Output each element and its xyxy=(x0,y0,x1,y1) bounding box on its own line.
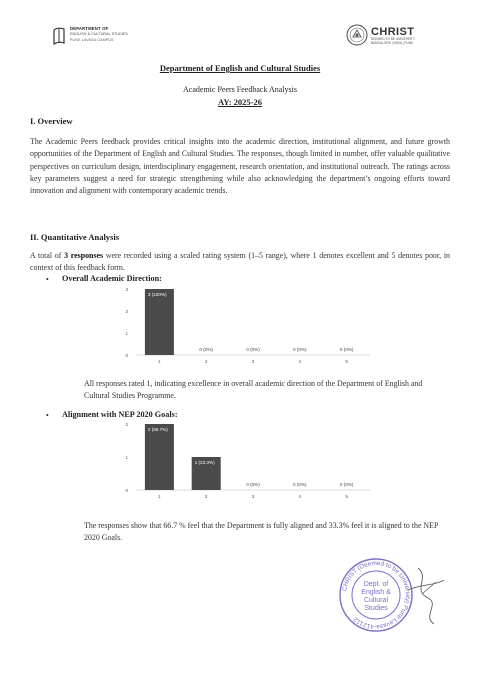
chart-1-ytick-label: 0 xyxy=(125,353,128,358)
stamp-ring-text: CHRIST (Deemed to be University) Pune Lavasa-412112 xyxy=(341,559,412,631)
university-seal-icon xyxy=(346,24,368,46)
university-subtitle-2: BANGALORE | INDIA | PUNE xyxy=(371,41,414,45)
stamp-line-2: English & xyxy=(361,589,391,596)
chart-2-xtick-label: 4 xyxy=(298,494,302,499)
chart-1-bar xyxy=(145,289,174,355)
stamp-line-4: Studies xyxy=(364,605,388,612)
chart-2-ytick-label: 2 xyxy=(125,422,128,427)
bullet-dot-1: • xyxy=(46,275,49,284)
quantitative-text-bold: 3 responses xyxy=(64,251,104,260)
chart-2-xtick-label: 1 xyxy=(158,494,161,499)
university-name: CHRIST xyxy=(371,26,415,38)
chart-1-ytick-label: 1 xyxy=(125,331,128,336)
department-title: Department of English and Cultural Studies xyxy=(159,63,321,73)
chart-2-xtick-label: 5 xyxy=(345,494,348,499)
department-logo xyxy=(52,24,132,50)
chart-1-xtick-label: 3 xyxy=(251,359,255,364)
bullet-dot-2: • xyxy=(46,411,49,420)
chart-2-data-label: 0 (0%) xyxy=(246,482,260,487)
stamp-line-1: Dept. of xyxy=(363,581,389,588)
chart-2-data-label: 0 (0%) xyxy=(293,482,307,487)
quantitative-paragraph xyxy=(30,250,450,275)
chart-1-data-label: 3 (100%) xyxy=(147,292,167,297)
chart-1-data-label: 0 (0%) xyxy=(293,347,307,352)
chart-1-data-label: 0 (0%) xyxy=(199,347,213,352)
overview-paragraph: The Academic Peers feedback provides critical insights into the academic direction, institutional alignment, and future growth opportunities of the Department of English and Cultural Studies. The responses, though limited in number, offer valuable qualitative perspectives on curriculum design, interdisciplinary engagement, research orientation, and institutional outreach. The ratings across key parameters suggest a need for strategic strengthening while also acknowledging the department’s ongoing efforts toward innovation and alignment with contemporary academic trends. xyxy=(30,137,450,196)
bullet-overall-academic-direction: Overall Academic Direction: xyxy=(62,274,162,283)
chart-2-ytick-label: 0 xyxy=(125,488,128,493)
report-title: Academic Peers Feedback Analysis xyxy=(183,85,297,94)
university-subtitle-1: DEEMED TO BE UNIVERSITY xyxy=(371,37,415,41)
note-nep-alignment: The responses show that 66.7 % feel that the Department is fully aligned and 33.3% feel it is aligned to the NEP 2020 Goals. xyxy=(84,521,439,542)
chart-overall-academic-direction xyxy=(118,285,378,367)
chart-1-svg xyxy=(118,285,378,367)
department-logo-mark-icon xyxy=(52,26,66,46)
bullet-nep-alignment: Alignment with NEP 2020 Goals: xyxy=(62,410,178,419)
chart-1-xtick-label: 1 xyxy=(158,359,161,364)
note-overall-academic-direction: All responses rated 1, indicating excellence in overall academic direction of the Department of English and Cultural Studies Programme. xyxy=(84,379,423,400)
chart-nep-alignment xyxy=(118,420,378,502)
chart-1-ytick-label: 2 xyxy=(125,309,128,314)
quantitative-text-before: A total of xyxy=(30,251,65,260)
chart-1-xtick-label: 5 xyxy=(345,359,348,364)
chart-1-xtick-label: 2 xyxy=(204,359,208,364)
chart-1-xtick-label: 4 xyxy=(298,359,302,364)
chart-2-xtick-label: 2 xyxy=(204,494,208,499)
chart-2-data-label: 2 (66.7%) xyxy=(147,427,168,432)
stamp-line-3: Cultural xyxy=(363,597,389,604)
chart-1-data-label: 0 (0%) xyxy=(339,347,354,352)
chart-2-data-label: 0 (0%) xyxy=(339,482,354,487)
quantitative-text-after: were recorded using a scaled rating system (1–5 range), where 1 denotes excellent and 5 denotes poor, in context of this feedback form. xyxy=(30,251,450,273)
department-logo-line-1: DEPARTMENT OF xyxy=(70,26,109,31)
university-logo xyxy=(346,22,446,50)
chart-1-data-label: 0 (0%) xyxy=(246,347,260,352)
chart-2-xtick-label: 3 xyxy=(251,494,255,499)
quantitative-heading: II. Quantitative Analysis xyxy=(30,232,120,242)
chart-1-ytick-label: 3 xyxy=(125,287,128,292)
signature xyxy=(400,560,450,630)
department-logo-line-3: PUNE LAVASA CAMPUS xyxy=(70,38,114,42)
department-logo-line-2: ENGLISH & CULTURAL STUDIES xyxy=(70,32,128,36)
chart-2-svg xyxy=(118,420,378,502)
chart-2-bar xyxy=(145,424,174,490)
academic-year: AY: 2025-26 xyxy=(217,97,262,107)
chart-2-ytick-label: 1 xyxy=(125,455,128,460)
signature-scribble-icon xyxy=(400,560,450,630)
chart-2-data-label: 1 (33.3%) xyxy=(194,460,215,465)
overview-heading: I. Overview xyxy=(30,116,73,126)
